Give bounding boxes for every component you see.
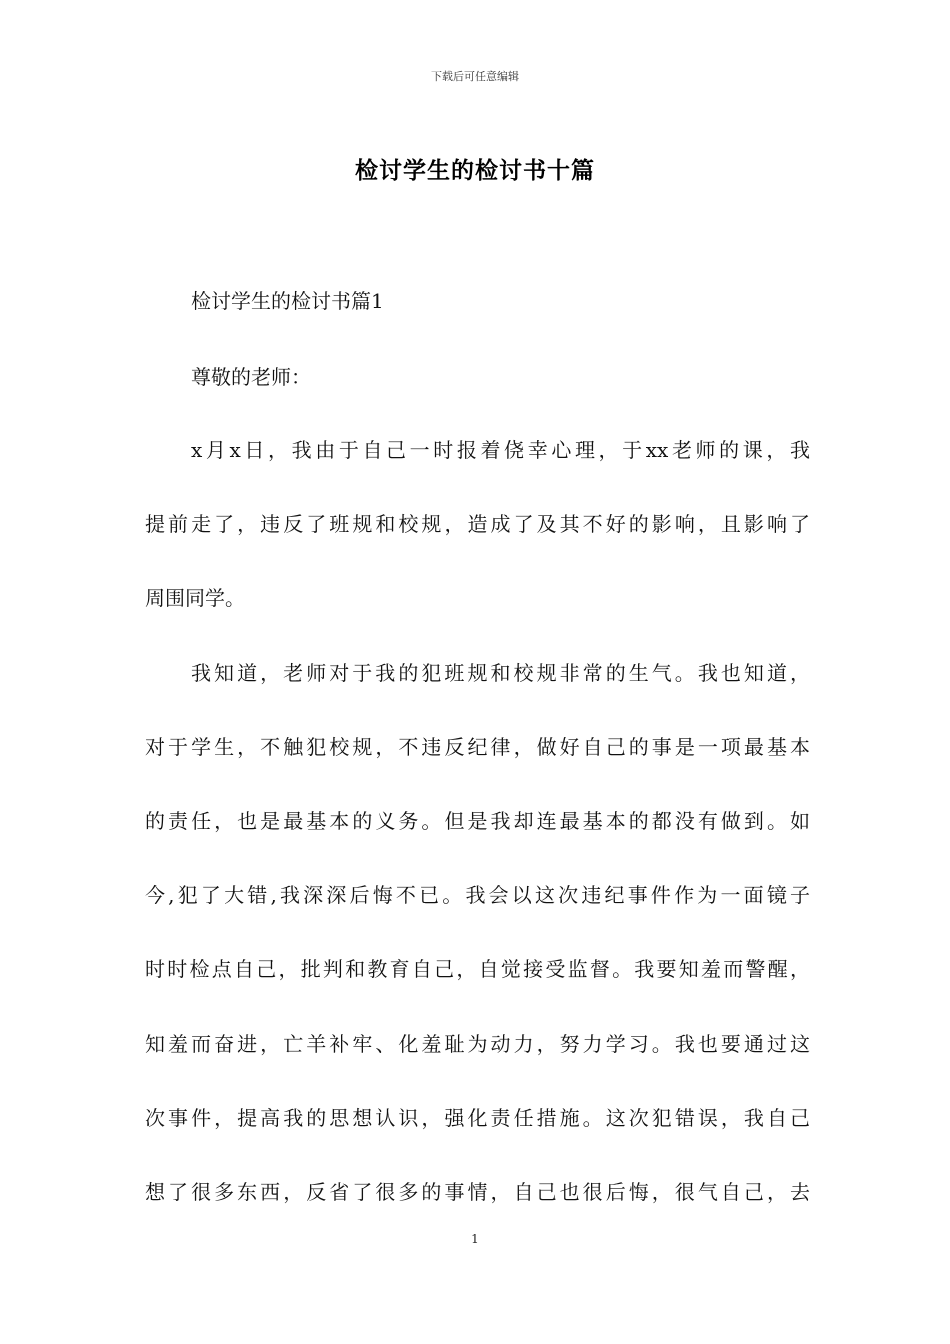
section-heading: 检讨学生的检讨书篇1 [191, 289, 384, 313]
body-line: x月x日，我由于自己一时报着侥幸心理，于xx老师的课，我 [191, 438, 810, 462]
salutation: 尊敬的老师： [191, 365, 311, 389]
body-line: 次事件，提高我的思想认识，强化责任措施。这次犯错误，我自己 [145, 1106, 810, 1130]
body-line: 提前走了，违反了班规和校规，造成了及其不好的影响，且影响了 [145, 512, 810, 536]
body-line: 对于学生，不触犯校规，不违反纪律，做好自己的事是一项最基本 [145, 735, 810, 759]
document-title: 检讨学生的检讨书十篇 [355, 157, 595, 184]
header-note: 下载后可任意编辑 [431, 70, 519, 83]
body-line: 知羞而奋进，亡羊补牢、化羞耻为动力，努力学习。我也要通过这 [145, 1032, 810, 1056]
body-line: 我知道，老师对于我的犯班规和校规非常的生气。我也知道， [191, 661, 810, 685]
body-line: 想了很多东西，反省了很多的事情，自己也很后悔，很气自己，去 [145, 1180, 810, 1204]
body-line: 周围同学。 [145, 586, 245, 610]
body-line: 今,犯了大错,我深深后悔不已。我会以这次违纪事件作为一面镜子 [145, 883, 810, 907]
body-line: 的责任，也是最基本的义务。但是我却连最基本的都没有做到。如 [145, 809, 810, 833]
page-number: 1 [471, 1232, 479, 1246]
body-line: 时时检点自己，批判和教育自己，自觉接受监督。我要知羞而警醒， [145, 957, 810, 981]
